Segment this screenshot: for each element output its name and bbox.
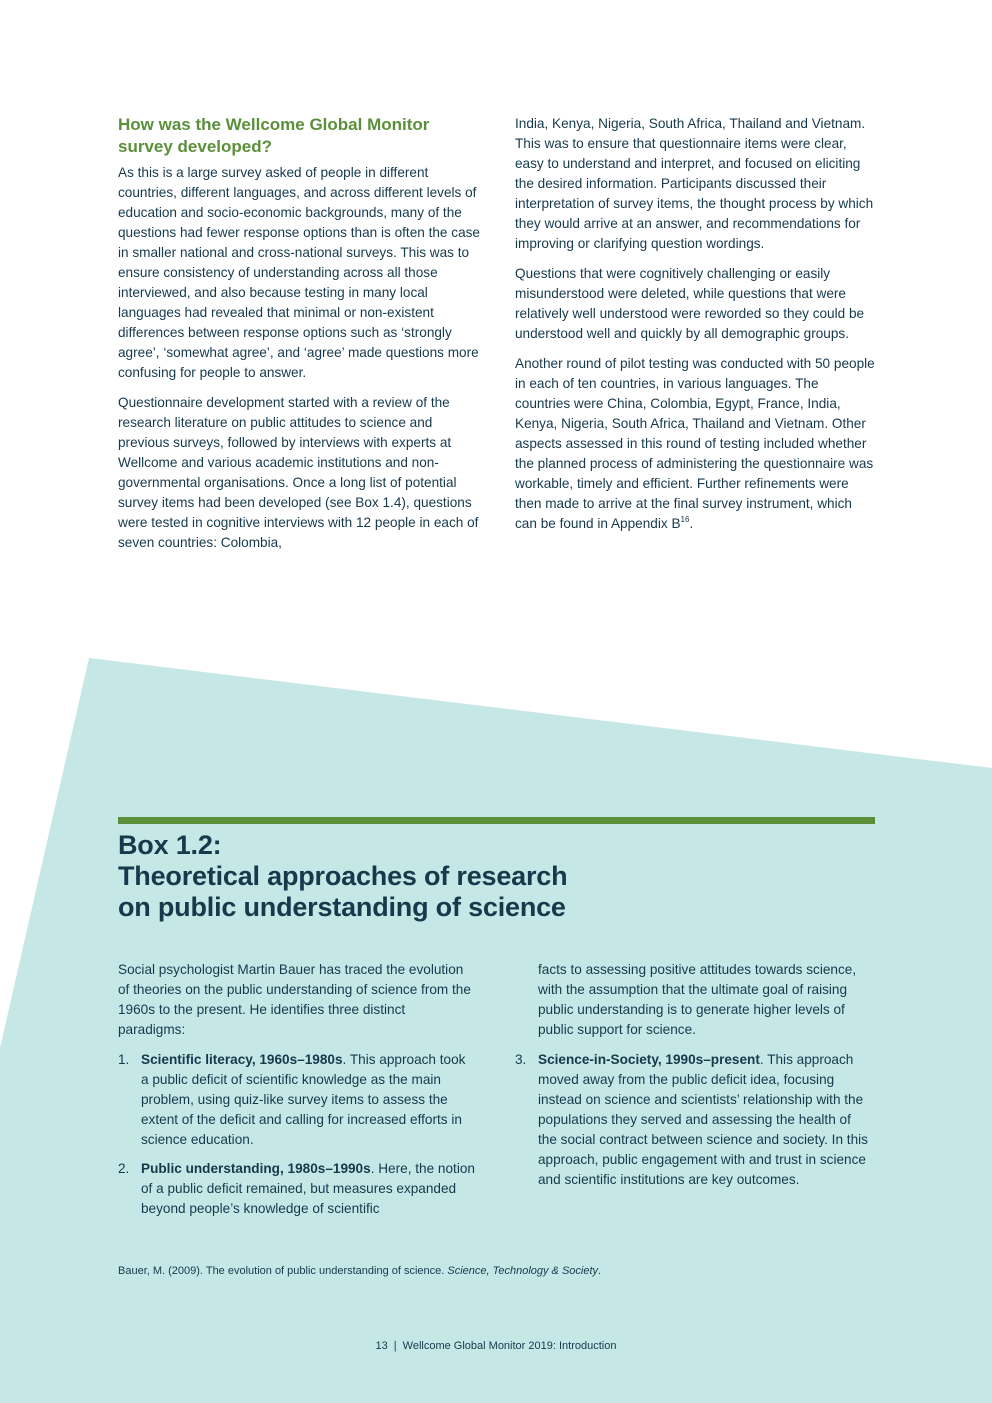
- paradigm-title: Public understanding, 1980s–1990s: [141, 1161, 371, 1176]
- box-right-column: [515, 960, 871, 1199]
- citation-end: .: [598, 1265, 602, 1277]
- box-title-line-2: Theoretical approaches of research: [118, 861, 568, 891]
- section-heading-line-2: survey developed?: [118, 137, 273, 156]
- footnote-reference: 16: [680, 515, 690, 524]
- paragraph-questionnaire-development: Questionnaire development started with a review of the research literature on public attitudes to science and previous surveys, followed by interviews with experts at Wellcome and various academic institutions and non-governmental organisations. Once a long list of potential survey items had been developed (see Box 1.4), questions were tested in cognitive interviews with 12 people in each of seven countries: Colombia,: [118, 395, 479, 550]
- list-number: 2.: [118, 1161, 130, 1176]
- pilot-testing-text: Another round of pilot testing was conducted with 50 people in each of ten countries, in various languages. The countries were China, Colombia, Egypt, France, India, Kenya, Nigeria, South Africa, Thailand and Vietnam. Other aspects assessed in this round of testing included whether the planned process of administering the questionnaire was workable, timely and efficient. Further refinements were then made to arrive at the final survey instrument, which can be found in Appendix B: [515, 356, 875, 531]
- paragraph-cognitive-interviews: India, Kenya, Nigeria, South Africa, Thailand and Vietnam. This was to ensure that questionnaire items were clear, easy to understand and interpret, and focused on eliciting the desired information. Participants discussed their interpretation of survey items, the thought process by which they would arrive at an answer, and recommendations for improving or clarifying question wordings.: [515, 116, 874, 251]
- section-heading-line-1: How was the Wellcome Global Monitor: [118, 115, 430, 134]
- box-title: [118, 830, 875, 923]
- paradigm-title: Science-in-Society, 1990s–present: [538, 1052, 760, 1067]
- list-number: 1.: [118, 1052, 130, 1067]
- paragraph-response-options: As this is a large survey asked of people in different countries, different languages, and across different levels of education and socio-economic backgrounds, many of the questions had fewer response options than is often the case in smaller national and cross-national surveys. This was to ensure consistency of understanding across all those interviewed, and also because testing in many local languages had revealed that minimal or non-existent differences between response options such as ‘strongly agree’, ‘somewhat agree’, and ‘agree’ made questions more confusing for people to answer.: [118, 165, 480, 380]
- box-top-rule: [118, 817, 875, 824]
- paradigm-text: . This approach took a public deficit of scientific knowledge as the main problem, using quiz-like survey items to assess the extent of the deficit and calling for increased efforts in science education.: [141, 1052, 466, 1147]
- paradigm-title: Scientific literacy, 1960s–1980s: [141, 1052, 343, 1067]
- paragraph-pilot-testing: [515, 354, 875, 534]
- citation-journal: Science, Technology & Society: [447, 1265, 599, 1277]
- box-intro-paragraph: Social psychologist Martin Bauer has traced the evolution of theories on the public understanding of science from the 1960s to the present. He identifies three distinct paradigms:: [118, 962, 471, 1037]
- footer-title: Wellcome Global Monitor 2019: Introduction: [402, 1340, 617, 1352]
- paradigm-list: [118, 1050, 476, 1219]
- list-item: [118, 1159, 476, 1219]
- top-left-column: [118, 114, 480, 563]
- paragraph-deleted-questions: Questions that were cognitively challenging or easily misunderstood were deleted, while questions that were relatively well understood were reworded so they could be understood well and quickly by all demographic groups.: [515, 266, 865, 341]
- box-title-line-3: on public understanding of science: [118, 892, 566, 922]
- paradigm-list-continued: [515, 1050, 871, 1190]
- footer-separator: |: [393, 1340, 397, 1352]
- section-heading: [118, 114, 480, 158]
- paradigm-text: . Here, the notion of a public deficit remained, but measures expanded beyond people’s knowledge of scientific: [141, 1161, 475, 1216]
- citation-text: Bauer, M. (2009). The evolution of public understanding of science.: [118, 1265, 448, 1277]
- top-right-column: [515, 114, 875, 544]
- pilot-testing-period: .: [689, 516, 694, 531]
- list-number: 3.: [515, 1052, 527, 1067]
- paradigm-text: . This approach moved away from the public deficit idea, focusing instead on science and scientists’ relationship with the populations they served and assessing the health of the social contract between science and society. In this approach, public engagement with and trust in science and scientific institutions are key outcomes.: [538, 1052, 868, 1187]
- reference-citation: [118, 1264, 878, 1278]
- page-footer: [0, 1339, 992, 1353]
- list-item: [515, 1050, 871, 1190]
- list-item: [118, 1050, 476, 1150]
- box-title-number: Box 1.2:: [118, 830, 222, 860]
- page-number: 13: [375, 1340, 388, 1352]
- box-left-column: [118, 960, 476, 1228]
- list-item-2-continued: facts to assessing positive attitudes towards science, with the assumption that the ultimate goal of raising public understanding is to generate higher levels of public support for science.: [538, 962, 857, 1037]
